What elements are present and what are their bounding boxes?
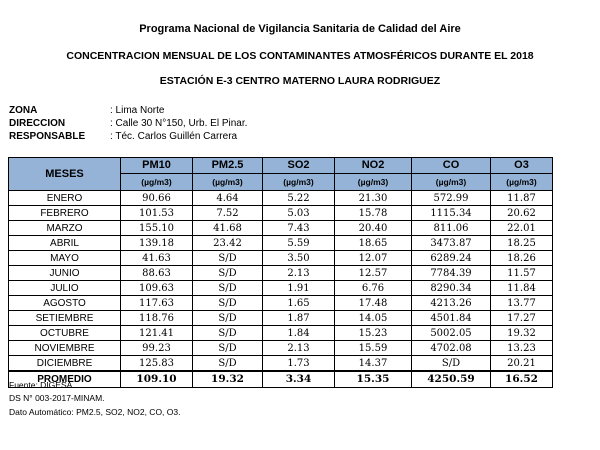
column-unit: (µg/m3) xyxy=(335,174,412,191)
value-cell: 18.65 xyxy=(335,236,412,251)
value-cell: 1.65 xyxy=(263,296,335,311)
value-cell: 5.59 xyxy=(263,236,335,251)
value-cell: 19.32 xyxy=(491,326,553,341)
value-cell: S/D xyxy=(193,251,263,266)
average-row xyxy=(9,371,553,388)
value-cell: 6.76 xyxy=(335,281,412,296)
month-cell: OCTUBRE xyxy=(9,326,121,341)
value-cell: 16.52 xyxy=(491,371,553,388)
value-cell: 1.84 xyxy=(263,326,335,341)
value-cell: 5.22 xyxy=(263,191,335,206)
value-cell: 3.34 xyxy=(263,371,335,388)
footer-source: Fuente: DIGESA xyxy=(9,380,73,390)
value-cell: 6289.24 xyxy=(412,251,491,266)
table-row xyxy=(9,356,553,372)
info-direccion xyxy=(9,118,247,129)
program-title: Programa Nacional de Vigilancia Sanitaria de Calidad del Aire xyxy=(139,23,461,35)
value-cell: 18.26 xyxy=(491,251,553,266)
value-cell: S/D xyxy=(193,356,263,372)
value-cell: 7.43 xyxy=(263,221,335,236)
table-row xyxy=(9,326,553,341)
table-row xyxy=(9,311,553,326)
table-row xyxy=(9,251,553,266)
month-cell: SETIEMBRE xyxy=(9,311,121,326)
zona-value: : Lima Norte xyxy=(110,105,165,116)
report-subtitle: CONCENTRACION MENSUAL DE LOS CONTAMINANTES ATMOSFÉRICOS DURANTE EL 2018 xyxy=(66,50,534,62)
value-cell: S/D xyxy=(412,356,491,372)
value-cell: 41.68 xyxy=(193,221,263,236)
value-cell: 7784.39 xyxy=(412,266,491,281)
value-cell: 1115.34 xyxy=(412,206,491,221)
column-unit: (µg/m3) xyxy=(193,174,263,191)
value-cell: 23.42 xyxy=(193,236,263,251)
value-cell: 11.84 xyxy=(491,281,553,296)
value-cell: 99.23 xyxy=(121,341,193,356)
value-cell: 2.13 xyxy=(263,341,335,356)
month-cell: MARZO xyxy=(9,221,121,236)
month-cell: JUNIO xyxy=(9,266,121,281)
value-cell: 811.06 xyxy=(412,221,491,236)
value-cell: 20.40 xyxy=(335,221,412,236)
footer-norm: DS N° 003-2017-MINAM. xyxy=(9,393,105,403)
value-cell: S/D xyxy=(193,341,263,356)
header-row-names xyxy=(9,158,553,174)
value-cell: 109.63 xyxy=(121,281,193,296)
value-cell: 4.64 xyxy=(193,191,263,206)
value-cell: 3473.87 xyxy=(412,236,491,251)
value-cell: 101.53 xyxy=(121,206,193,221)
value-cell: 15.59 xyxy=(335,341,412,356)
column-header-pm10: PM10 xyxy=(121,158,193,174)
table-row xyxy=(9,236,553,251)
value-cell: 117.63 xyxy=(121,296,193,311)
station-title: ESTACIÓN E-3 CENTRO MATERNO LAURA RODRIGUEZ xyxy=(159,75,441,87)
column-unit: (µg/m3) xyxy=(491,174,553,191)
column-header-co: CO xyxy=(412,158,491,174)
responsable-label: RESPONSABLE xyxy=(9,131,86,142)
value-cell: 572.99 xyxy=(412,191,491,206)
value-cell: 139.18 xyxy=(121,236,193,251)
value-cell: S/D xyxy=(193,296,263,311)
value-cell: 90.66 xyxy=(121,191,193,206)
column-header-no2: NO2 xyxy=(335,158,412,174)
column-unit: (µg/m3) xyxy=(121,174,193,191)
value-cell: 18.25 xyxy=(491,236,553,251)
month-cell: ENERO xyxy=(9,191,121,206)
value-cell: 109.10 xyxy=(121,371,193,388)
month-cell: DICIEMBRE xyxy=(9,356,121,372)
value-cell: 20.62 xyxy=(491,206,553,221)
responsable-value: : Téc. Carlos Guillén Carrera xyxy=(110,131,238,142)
info-responsable xyxy=(9,131,237,142)
table-row xyxy=(9,191,553,206)
value-cell: 1.91 xyxy=(263,281,335,296)
value-cell: 14.05 xyxy=(335,311,412,326)
value-cell: 17.27 xyxy=(491,311,553,326)
table-body xyxy=(9,191,553,388)
value-cell: 125.83 xyxy=(121,356,193,372)
footer-auto: Dato Automático: PM2.5, SO2, NO2, CO, O3. xyxy=(9,407,181,417)
value-cell: 121.41 xyxy=(121,326,193,341)
value-cell: 41.63 xyxy=(121,251,193,266)
value-cell: 11.87 xyxy=(491,191,553,206)
value-cell: 1.87 xyxy=(263,311,335,326)
value-cell: S/D xyxy=(193,326,263,341)
column-header-o3: O3 xyxy=(491,158,553,174)
zona-label: ZONA xyxy=(9,105,38,116)
value-cell: 1.73 xyxy=(263,356,335,372)
table-row xyxy=(9,221,553,236)
value-cell: 155.10 xyxy=(121,221,193,236)
month-cell: JULIO xyxy=(9,281,121,296)
value-cell: 88.63 xyxy=(121,266,193,281)
value-cell: 15.23 xyxy=(335,326,412,341)
value-cell: 21.30 xyxy=(335,191,412,206)
table-row xyxy=(9,296,553,311)
value-cell: 13.23 xyxy=(491,341,553,356)
value-cell: 4702.08 xyxy=(412,341,491,356)
value-cell: 17.48 xyxy=(335,296,412,311)
value-cell: 3.50 xyxy=(263,251,335,266)
concentration-table xyxy=(8,157,553,388)
month-cell: NOVIEMBRE xyxy=(9,341,121,356)
column-unit: (µg/m3) xyxy=(263,174,335,191)
value-cell: S/D xyxy=(193,281,263,296)
value-cell: 8290.34 xyxy=(412,281,491,296)
table-row xyxy=(9,266,553,281)
column-header-pm25: PM2.5 xyxy=(193,158,263,174)
value-cell: 22.01 xyxy=(491,221,553,236)
month-cell: AGOSTO xyxy=(9,296,121,311)
months-header: MESES xyxy=(9,158,121,191)
value-cell: 12.07 xyxy=(335,251,412,266)
value-cell: 11.57 xyxy=(491,266,553,281)
table-row xyxy=(9,281,553,296)
month-cell: PROMEDIO xyxy=(9,371,121,388)
column-header-so2: SO2 xyxy=(263,158,335,174)
table-row xyxy=(9,206,553,221)
month-cell: ABRIL xyxy=(9,236,121,251)
value-cell: 4501.84 xyxy=(412,311,491,326)
value-cell: 2.13 xyxy=(263,266,335,281)
info-zona xyxy=(9,105,164,116)
value-cell: 5.03 xyxy=(263,206,335,221)
value-cell: S/D xyxy=(193,311,263,326)
value-cell: 13.77 xyxy=(491,296,553,311)
month-cell: FEBRERO xyxy=(9,206,121,221)
direccion-value: : Calle 30 N°150, Urb. El Pinar. xyxy=(110,118,248,129)
column-unit: (µg/m3) xyxy=(412,174,491,191)
value-cell: 14.37 xyxy=(335,356,412,372)
value-cell: 5002.05 xyxy=(412,326,491,341)
value-cell: 20.21 xyxy=(491,356,553,372)
value-cell: 15.35 xyxy=(335,371,412,388)
value-cell: 118.76 xyxy=(121,311,193,326)
value-cell: 19.32 xyxy=(193,371,263,388)
table-row xyxy=(9,341,553,356)
value-cell: 15.78 xyxy=(335,206,412,221)
month-cell: MAYO xyxy=(9,251,121,266)
value-cell: 12.57 xyxy=(335,266,412,281)
value-cell: 4213.26 xyxy=(412,296,491,311)
value-cell: S/D xyxy=(193,266,263,281)
value-cell: 4250.59 xyxy=(412,371,491,388)
value-cell: 7.52 xyxy=(193,206,263,221)
direccion-label: DIRECCION xyxy=(9,118,66,129)
